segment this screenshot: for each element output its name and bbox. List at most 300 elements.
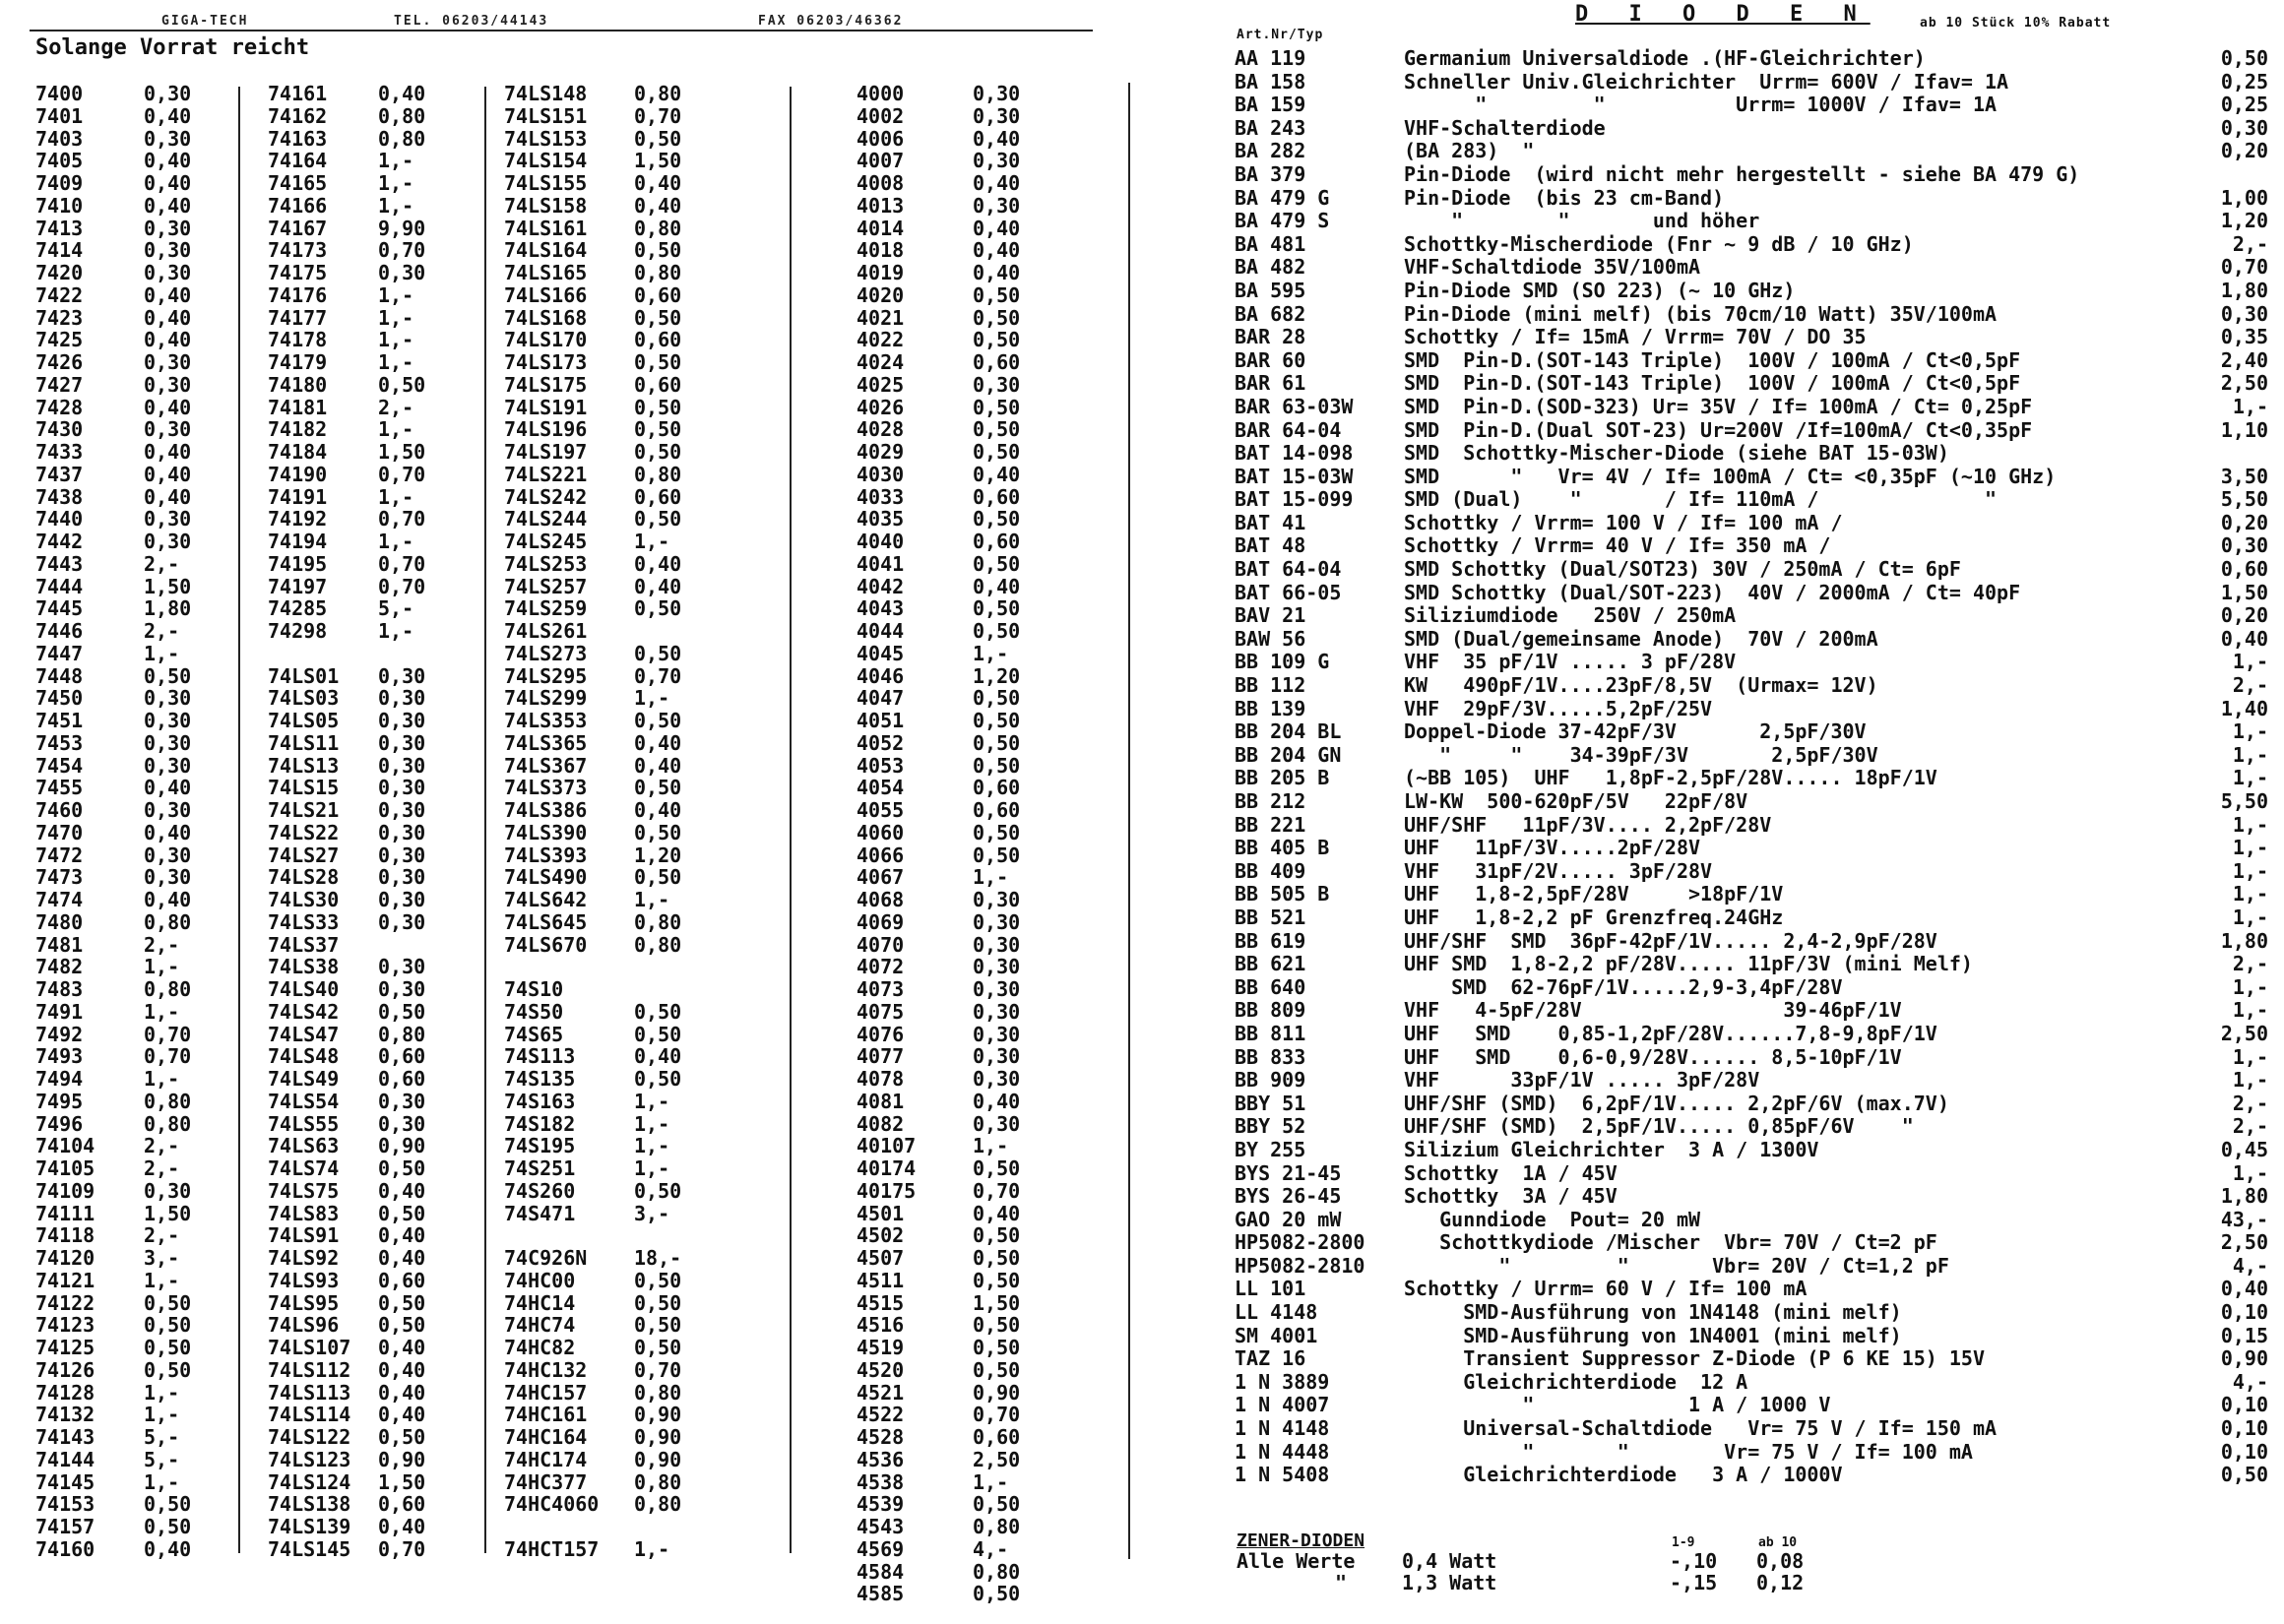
price-row	[856, 1292, 1034, 1315]
price-row	[268, 1471, 475, 1494]
part-number: 40175	[856, 1178, 917, 1203]
price-row	[268, 1135, 475, 1157]
price-row	[35, 239, 232, 262]
part-number: 74LS393	[504, 843, 588, 867]
part-number: 74177	[268, 305, 328, 330]
part-number: 7453	[35, 730, 84, 755]
price-row	[35, 978, 232, 1001]
part-number: 74LS191	[504, 395, 588, 419]
price	[378, 934, 467, 957]
diode-price: 0,45	[2220, 1137, 2268, 1161]
price-row	[268, 1382, 475, 1405]
price: 0,40	[144, 149, 192, 173]
price-row	[35, 1426, 232, 1449]
price: 2,-	[144, 1156, 180, 1180]
diode-row	[1235, 674, 2268, 698]
diode-description: Universal-Schaltdiode Vr= 75 V / If= 150 mA	[1404, 1416, 1998, 1441]
diode-price: 43,-	[2220, 1207, 2268, 1231]
price-row	[504, 1157, 750, 1180]
price-row	[268, 262, 475, 284]
price-row	[856, 508, 1034, 531]
part-number: 4029	[856, 440, 905, 464]
diode-type: BA 243	[1235, 115, 1306, 140]
part-number: 4076	[856, 1022, 905, 1046]
part-number: 74LS299	[504, 686, 588, 711]
diode-type: BB 405 B	[1235, 836, 1330, 860]
price-row	[35, 374, 232, 397]
price-row	[856, 643, 1034, 665]
price-row	[504, 1471, 750, 1494]
price-row	[856, 665, 1034, 688]
price: 0,30	[378, 820, 426, 844]
price-row	[268, 1449, 475, 1471]
diode-price: 2,50	[2220, 1021, 2268, 1045]
part-number: 74LS03	[268, 686, 340, 711]
price: 1,-	[378, 530, 414, 553]
price: 0,70	[634, 663, 682, 688]
part-number: 74LS197	[504, 440, 588, 464]
diode-description: Schottky-Mischerdiode (Fnr ~ 9 dB / 10 GHz)	[1404, 231, 1914, 256]
price-row	[35, 934, 232, 957]
part-number: 74121	[35, 1268, 95, 1292]
part-number: 74LS54	[268, 1089, 340, 1113]
part-number: 74122	[35, 1290, 95, 1315]
part-number: 74LS165	[504, 261, 588, 284]
part-number: 74163	[268, 126, 328, 151]
diode-row	[1235, 558, 2268, 582]
part-number: 4047	[856, 686, 905, 711]
diode-type: BA 595	[1235, 278, 1306, 302]
price-row	[268, 553, 475, 576]
price: 0,40	[378, 1178, 426, 1203]
price: 5,-	[378, 596, 414, 621]
part-number: 74LS01	[268, 663, 340, 688]
price: 0,60	[378, 1067, 426, 1091]
price-row	[856, 218, 1034, 240]
price: 2,-	[144, 619, 180, 643]
diode-price: 0,30	[2220, 533, 2268, 558]
diode-description: SMD Pin-D.(SOT-143 Triple) 100V / 100mA / Ct<0,5pF	[1404, 347, 2021, 372]
price: 0,80	[634, 909, 682, 934]
price: 0,30	[378, 753, 426, 778]
price: 0,30	[144, 350, 192, 374]
price: 0,30	[378, 909, 426, 934]
diode-row	[1235, 349, 2268, 373]
price-row	[856, 1359, 1034, 1382]
diode-description: Schottky / Vrrm= 100 V / If= 100 mA /	[1404, 510, 1843, 534]
rabatt-note: ab 10 Stück 10% Rabatt	[1920, 16, 2112, 31]
part-number: 7410	[35, 193, 84, 218]
part-number: 74LS175	[504, 372, 588, 397]
price: 0,50	[634, 865, 682, 890]
part-number: 4543	[856, 1515, 905, 1538]
price: 0,30	[144, 686, 192, 711]
diode-description: SMD (Dual) " / If= 110mA / "	[1404, 487, 1998, 512]
diode-price: 1,-	[2232, 836, 2268, 860]
part-number: 74LS74	[268, 1156, 340, 1180]
diode-description: SMD Schottky-Mischer-Diode (siehe BAT 15-03W)	[1404, 441, 1949, 466]
price-row	[268, 1493, 475, 1516]
price-row	[856, 1561, 1034, 1584]
diode-row	[1235, 1115, 2268, 1139]
diode-price: 0,25	[2220, 69, 2268, 94]
price-row	[856, 1135, 1034, 1157]
diode-row	[1235, 767, 2268, 790]
diode-description: Gleichrichterdiode 3 A / 1000V	[1404, 1463, 1843, 1487]
part-number: 74LS161	[504, 216, 588, 240]
price-row	[35, 150, 232, 172]
price-row	[856, 710, 1034, 732]
diode-price: 3,50	[2220, 464, 2268, 488]
diode-price: 5,50	[2220, 487, 2268, 512]
part-number: 74LS75	[268, 1178, 340, 1203]
zener-header-ab-10: ab 10	[1758, 1535, 1798, 1550]
price-row	[35, 1359, 232, 1382]
price: 0,30	[144, 372, 192, 397]
price-row	[268, 105, 475, 128]
part-number: 74LS92	[268, 1246, 340, 1270]
price: 0,30	[973, 1067, 1021, 1091]
part-number: 74LS96	[268, 1313, 340, 1338]
diode-price: 4,-	[2232, 1369, 2268, 1394]
price: 0,50	[378, 1313, 426, 1338]
price-row	[856, 172, 1034, 195]
diode-price: 0,50	[2220, 1463, 2268, 1487]
part-number: 7495	[35, 1089, 84, 1113]
part-number: 7403	[35, 126, 84, 151]
price: 0,40	[973, 216, 1021, 240]
price: 0,30	[144, 1178, 192, 1203]
part-number: 74LS112	[268, 1357, 351, 1382]
diode-row	[1235, 326, 2268, 349]
part-number: 74153	[35, 1492, 95, 1517]
type-column-header: Art.Nr/Typ	[1237, 28, 1324, 42]
part-number: 74LS83	[268, 1201, 340, 1225]
part-number: 7444	[35, 574, 84, 598]
part-number: 4068	[856, 888, 905, 911]
part-number: 74LS48	[268, 1044, 340, 1069]
price-row	[268, 576, 475, 598]
diode-price: 0,40	[2220, 1277, 2268, 1301]
price: 0,50	[378, 1425, 426, 1449]
part-number: 4082	[856, 1111, 905, 1136]
price: 0,50	[144, 1313, 192, 1338]
price: 0,30	[144, 843, 192, 867]
diode-type: BBY 51	[1235, 1091, 1306, 1115]
diode-type: AA 119	[1235, 46, 1306, 70]
price-row	[504, 799, 750, 822]
diode-price: 1,80	[2220, 278, 2268, 302]
part-number: 4053	[856, 753, 905, 778]
diode-row	[1235, 303, 2268, 327]
price: 0,30	[973, 193, 1021, 218]
part-number: 7480	[35, 909, 84, 934]
diode-row	[1235, 488, 2268, 512]
price-row	[35, 172, 232, 195]
price-row	[35, 218, 232, 240]
price: 0,40	[378, 1223, 426, 1248]
price: 0,40	[634, 798, 682, 822]
part-number: 74HC82	[504, 1336, 576, 1359]
price-row	[268, 83, 475, 105]
part-number: 74LS30	[268, 888, 340, 911]
part-number: 4026	[856, 395, 905, 419]
diode-type: BB 811	[1235, 1021, 1306, 1045]
price-row	[504, 83, 750, 105]
price-row	[856, 307, 1034, 330]
part-number: 74191	[268, 484, 328, 509]
diode-type: BB 505 B	[1235, 882, 1330, 906]
part-number: 74180	[268, 372, 328, 397]
part-number: 74LS47	[268, 1022, 340, 1046]
part-number: 74194	[268, 530, 328, 553]
zener-price-1-9: -,15	[1670, 1571, 1718, 1594]
part-number: 7423	[35, 305, 84, 330]
part-number: 4030	[856, 462, 905, 486]
price: 0,30	[144, 417, 192, 442]
diode-price: 4,-	[2232, 1253, 2268, 1278]
diode-row	[1235, 94, 2268, 117]
price: 0,50	[634, 126, 682, 151]
part-number: 74LS148	[504, 82, 588, 105]
part-number: 74LS173	[504, 350, 588, 374]
price: 0,50	[973, 843, 1021, 867]
price-row	[856, 329, 1034, 351]
price: 0,60	[973, 798, 1021, 822]
price: 0,40	[973, 462, 1021, 486]
part-number: 74120	[35, 1246, 95, 1270]
part-number: 74176	[268, 282, 328, 307]
price-row	[35, 597, 232, 620]
price: 0,40	[973, 1089, 1021, 1113]
part-number: 7409	[35, 171, 84, 195]
price-row	[268, 799, 475, 822]
part-number	[504, 956, 634, 978]
price-row	[504, 934, 750, 957]
diode-type: 1 N 4448	[1235, 1439, 1330, 1464]
part-number: 4041	[856, 551, 905, 576]
price-row	[35, 1180, 232, 1203]
price-row	[856, 1270, 1034, 1292]
diode-description: Gleichrichterdiode 12 A	[1404, 1369, 1748, 1394]
price-row	[268, 1247, 475, 1270]
diode-description: Pin-Diode (bis 23 cm-Band)	[1404, 185, 1725, 210]
diode-price: 5,50	[2220, 789, 2268, 813]
price-row	[856, 128, 1034, 151]
price-row	[856, 1337, 1034, 1359]
diode-row	[1235, 814, 2268, 838]
price-row	[856, 889, 1034, 911]
diode-type: BB 204 BL	[1235, 719, 1342, 744]
part-number: 4528	[856, 1425, 905, 1449]
diode-type: BA 481	[1235, 231, 1306, 256]
price-row	[856, 531, 1034, 553]
part-number: 4007	[856, 149, 905, 173]
part-number: 74118	[35, 1223, 95, 1248]
part-number: 74109	[35, 1178, 95, 1203]
price-row	[856, 822, 1034, 844]
part-number: 74S65	[504, 1022, 564, 1046]
diode-description: UHF SMD 0,85-1,2pF/28V......7,8-9,8pF/1V	[1404, 1021, 1937, 1045]
diode-row	[1235, 1093, 2268, 1116]
price: 0,40	[973, 126, 1021, 151]
part-number: 7420	[35, 261, 84, 284]
zener-label: Alle Werte	[1237, 1549, 1356, 1573]
price-row	[268, 1314, 475, 1337]
diode-price: 1,-	[2232, 974, 2268, 999]
diode-type: BYS 21-45	[1235, 1160, 1342, 1185]
part-number: 7425	[35, 328, 84, 352]
part-number: 74LS55	[268, 1111, 340, 1136]
price: 0,80	[634, 1469, 682, 1494]
part-number: 74132	[35, 1403, 95, 1427]
part-number: 7496	[35, 1111, 84, 1136]
price-row	[856, 1224, 1034, 1247]
price: 1,20	[973, 663, 1021, 688]
price-row	[268, 1180, 475, 1203]
price-row	[35, 687, 232, 710]
price: 1,-	[634, 1111, 670, 1136]
price-row	[504, 1292, 750, 1315]
price: 0,50	[973, 1223, 1021, 1248]
diode-description: UHF/SHF (SMD) 6,2pF/1V..... 2,2pF/6V (max.7V)	[1404, 1091, 1949, 1115]
part-number: 4025	[856, 372, 905, 397]
part-number: 74HC4060	[504, 1492, 600, 1517]
part-number: 74S260	[504, 1178, 576, 1203]
price-row	[268, 597, 475, 620]
price: 1,50	[144, 574, 192, 598]
diode-type: BB 621	[1235, 952, 1306, 976]
price-row	[856, 1471, 1034, 1494]
price-row	[856, 1314, 1034, 1337]
price-row	[504, 1359, 750, 1382]
price: 0,40	[378, 1515, 426, 1538]
price-row	[504, 1314, 750, 1337]
price-row	[35, 1538, 232, 1561]
price-row	[35, 1404, 232, 1426]
price: 0,60	[973, 776, 1021, 800]
price: 0,60	[973, 484, 1021, 509]
price-row	[504, 1538, 750, 1561]
price: 0,80	[634, 1492, 682, 1517]
part-number: 74162	[268, 103, 328, 128]
price: 0,40	[144, 776, 192, 800]
part-number: 4539	[856, 1492, 905, 1517]
part-number: 74LS28	[268, 865, 340, 890]
price: 0,40	[144, 395, 192, 419]
price-row	[504, 866, 750, 889]
price: 0,40	[378, 82, 426, 105]
diode-price: 0,50	[2220, 46, 2268, 70]
price: 1,-	[378, 149, 414, 173]
price: 0,40	[378, 1403, 426, 1427]
price-row	[268, 1538, 475, 1561]
price-row	[856, 441, 1034, 464]
price: 0,50	[973, 1582, 1021, 1606]
diode-type: BYS 26-45	[1235, 1184, 1342, 1209]
diode-price: 0,90	[2220, 1346, 2268, 1371]
part-number: 7473	[35, 865, 84, 890]
diode-description: " 1 A / 1000 V	[1404, 1393, 1831, 1417]
diode-description: Pin-Diode (mini melf) (bis 70cm/10 Watt) 35V/100mA	[1404, 301, 1998, 326]
price: 0,30	[144, 261, 192, 284]
part-number: 74126	[35, 1357, 95, 1382]
part-number	[504, 1516, 634, 1538]
price-row	[35, 418, 232, 441]
part-number: 74145	[35, 1469, 95, 1494]
price: 0,90	[634, 1447, 682, 1471]
price-row	[268, 128, 475, 151]
price	[634, 1516, 742, 1538]
part-number: 74LS155	[504, 171, 588, 195]
price-row	[856, 1449, 1034, 1471]
price-row	[35, 1091, 232, 1113]
price: 0,50	[973, 686, 1021, 711]
price: 3,-	[144, 1246, 180, 1270]
price-row	[268, 486, 475, 509]
diode-row	[1235, 999, 2268, 1023]
price-row	[856, 576, 1034, 598]
price-row	[856, 486, 1034, 509]
price: 1,-	[144, 1403, 180, 1427]
price: 0,50	[634, 350, 682, 374]
price-row	[504, 1426, 750, 1449]
diode-row	[1235, 256, 2268, 280]
price-row	[268, 441, 475, 464]
part-number: 7413	[35, 216, 84, 240]
diode-description: " " und höher	[1404, 209, 1760, 233]
part-number: 74HC161	[504, 1403, 588, 1427]
diode-type: BAT 41	[1235, 510, 1306, 534]
diode-row	[1235, 187, 2268, 211]
diode-row	[1235, 71, 2268, 94]
price: 0,30	[144, 507, 192, 531]
price-row	[504, 262, 750, 284]
price-row	[35, 777, 232, 799]
price: 1,-	[378, 350, 414, 374]
price: 0,50	[378, 1156, 426, 1180]
price: 0,90	[634, 1425, 682, 1449]
price: 0,50	[634, 709, 682, 732]
price: 1,80	[144, 596, 192, 621]
price-row	[35, 1382, 232, 1405]
part-number: 74143	[35, 1425, 95, 1449]
part-number: 74HC74	[504, 1313, 576, 1338]
price-row	[856, 1583, 1034, 1605]
part-number: 7427	[35, 372, 84, 397]
diode-price: 2,50	[2220, 371, 2268, 396]
price-row	[268, 464, 475, 486]
part-number: 4052	[856, 730, 905, 755]
price-row	[856, 1001, 1034, 1024]
price-row	[504, 911, 750, 934]
price-row	[856, 1113, 1034, 1136]
price: 0,70	[144, 1022, 192, 1046]
price: 0,80	[634, 216, 682, 240]
price: 0,50	[144, 1290, 192, 1315]
part-number: 74LS196	[504, 417, 588, 442]
price-row	[856, 1024, 1034, 1046]
price: 0,80	[144, 909, 192, 934]
part-number: 74HC157	[504, 1380, 588, 1405]
price-row	[268, 934, 475, 957]
price-row	[268, 1157, 475, 1180]
price-row	[268, 218, 475, 240]
price: 0,40	[144, 820, 192, 844]
price-row	[856, 1516, 1034, 1538]
price-row	[35, 1157, 232, 1180]
price-row	[35, 307, 232, 330]
